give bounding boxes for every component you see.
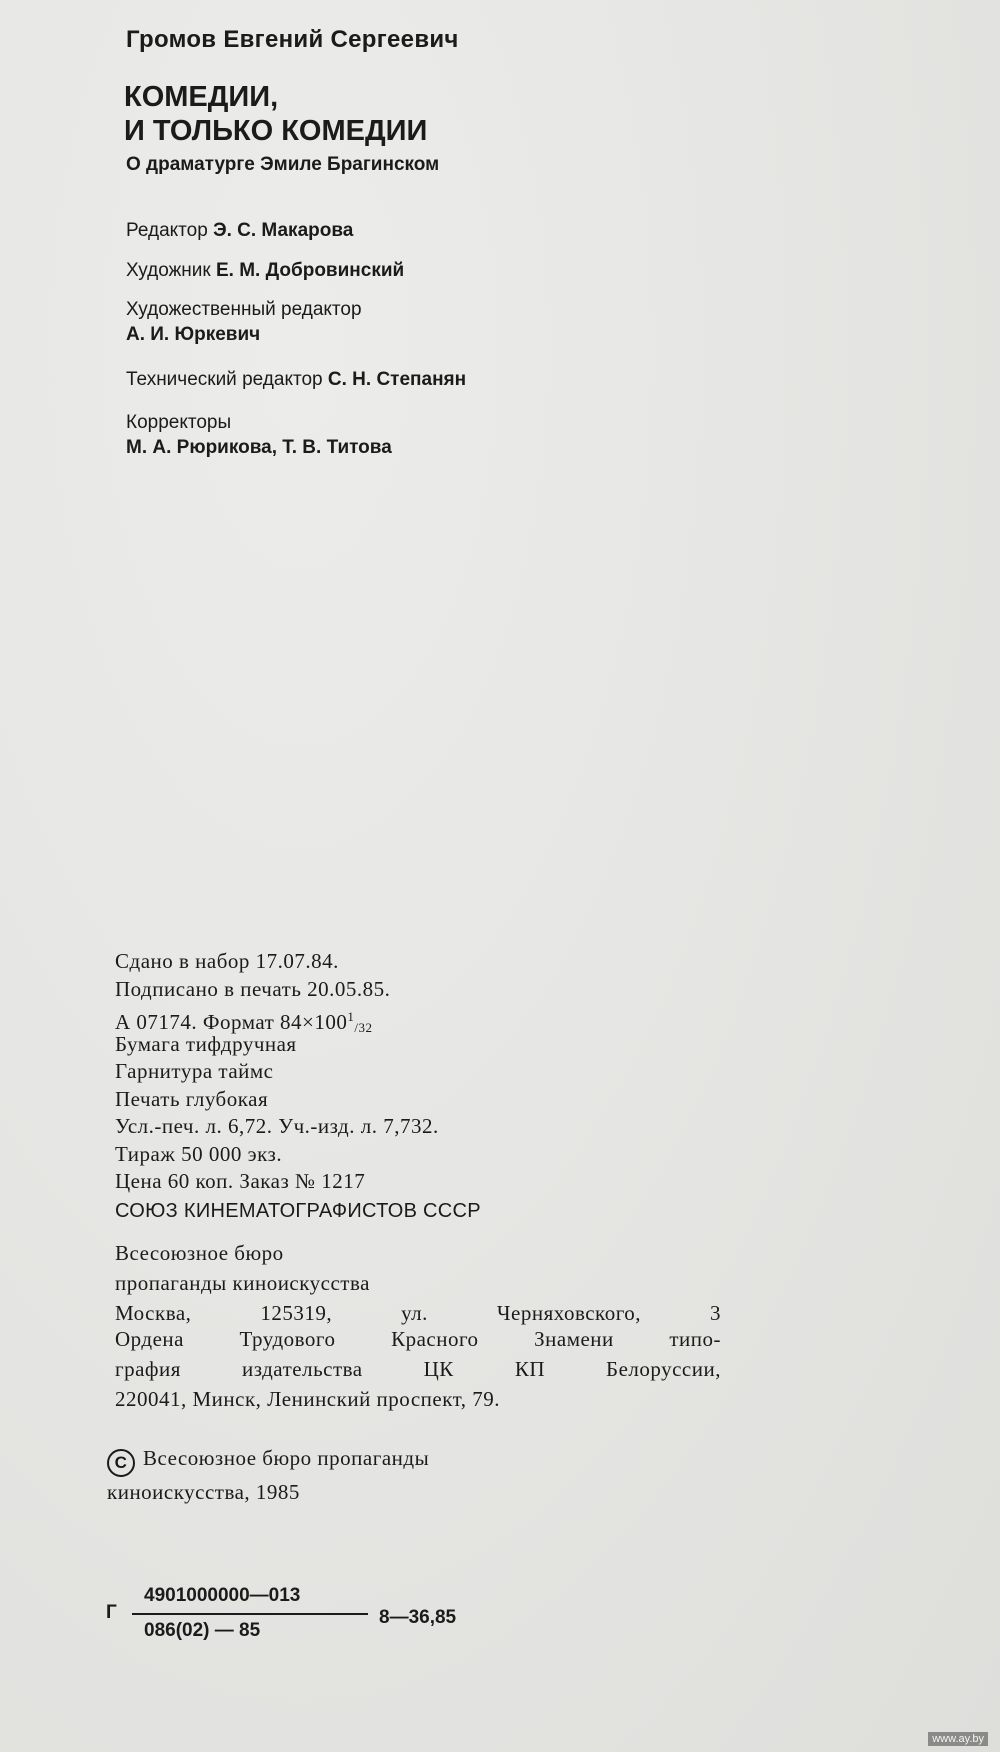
bureau-line-2: пропаганды киноискусства [115,1271,370,1295]
author-name: Громов Евгений Сергеевич [126,26,459,53]
printer-word: графия [115,1357,181,1381]
credit-artist [126,258,404,283]
catalog-fraction [132,1585,368,1642]
book-subtitle: О драматурге Эмиле Брагинском [126,154,440,175]
imprint-print-run: Тираж 50 000 экз. [115,1141,283,1166]
printer-word: Ордена [115,1327,184,1351]
bureau-line-1: Всесоюзное бюро [115,1241,284,1265]
printer-line-2 [115,1354,721,1384]
format-prefix: А 07174. Формат 84×100 [115,1010,348,1034]
title-line-2: И ТОЛЬКО КОМЕДИИ [124,115,428,147]
printer-word: Знамени [534,1327,614,1351]
catalog-numerator: 4901000000—013 [144,1585,301,1606]
credit-tech-editor [126,367,466,392]
credit-art-editor [126,297,362,347]
copyright-icon: С [107,1449,135,1477]
art-editor-label: Художественный редактор [126,299,362,320]
address-zip: 125319, [260,1301,333,1325]
imprint-sheets: Усл.-печ. л. 6,72. Уч.-изд. л. 7,732. [115,1114,439,1138]
copyright-line-2: киноискусства, 1985 [107,1480,300,1504]
printer-word: типо- [669,1327,721,1351]
fraction-bar [132,1613,368,1615]
imprint-printing: Печать глубокая [115,1086,269,1111]
catalog-denominator: 086(02) — 85 [144,1620,261,1641]
editor-name: Э. С. Макарова [213,220,354,241]
address-street: Черняховского, [496,1301,642,1325]
copyright-text-1: Всесоюзное бюро пропаганды [143,1446,430,1470]
printer-word: Трудового [239,1327,336,1351]
imprint-signed: Подписано в печать 20.05.85. [115,976,391,1001]
address-number: 3 [710,1301,721,1325]
artist-name: Е. М. Добровинский [215,260,405,281]
printer-word: КП [514,1357,546,1381]
credit-editor [126,218,353,243]
tech-editor-name: С. Н. Степанян [327,369,467,390]
copyright-line-1 [107,1443,429,1477]
artist-label: Художник [126,260,211,281]
catalog-price-code: 8—36,85 [379,1607,457,1628]
imprint-format [115,1003,439,1035]
printer-line-1 [115,1324,721,1354]
imprint-price-order: Цена 60 коп. Заказ № 1217 [115,1169,366,1193]
copyright-block [107,1443,429,1508]
address-city: Москва, [115,1301,192,1325]
book-title [124,80,427,148]
publisher-address-block [115,1238,721,1328]
art-editor-name: А. И. Юркевич [126,324,261,345]
address-street-abbr: ул. [401,1301,428,1325]
watermark-logo: www.ay.by [928,1732,988,1746]
format-sub: /32 [354,1020,373,1035]
printer-line-3: 220041, Минск, Ленинский проспект, 79. [115,1387,500,1411]
printer-block [115,1324,721,1414]
printer-word: издательства [241,1357,363,1381]
printer-word: Белоруссии, [606,1357,721,1381]
proofreaders-names: М. А. Рюрикова, Т. В. Титова [126,437,392,458]
printer-word: Красного [391,1327,479,1351]
publisher-name: СОЮЗ КИНЕМАТОГРАФИСТОВ СССР [115,1200,481,1222]
imprint-paper: Бумага тифдручная [115,1031,297,1056]
imprint-block [115,948,439,1196]
proofreaders-label: Корректоры [126,412,232,433]
tech-editor-label: Технический редактор [126,369,323,390]
printer-word: ЦК [423,1357,454,1381]
imprint-typeface: Гарнитура таймс [115,1059,274,1083]
editor-label: Редактор [126,220,208,241]
credit-proofreaders [126,410,392,460]
title-line-1: КОМЕДИИ, [124,81,279,113]
catalog-letter: Г [106,1602,117,1623]
imprint-submitted: Сдано в набор 17.07.84. [115,949,339,973]
format-sup: 1 [347,1009,355,1024]
